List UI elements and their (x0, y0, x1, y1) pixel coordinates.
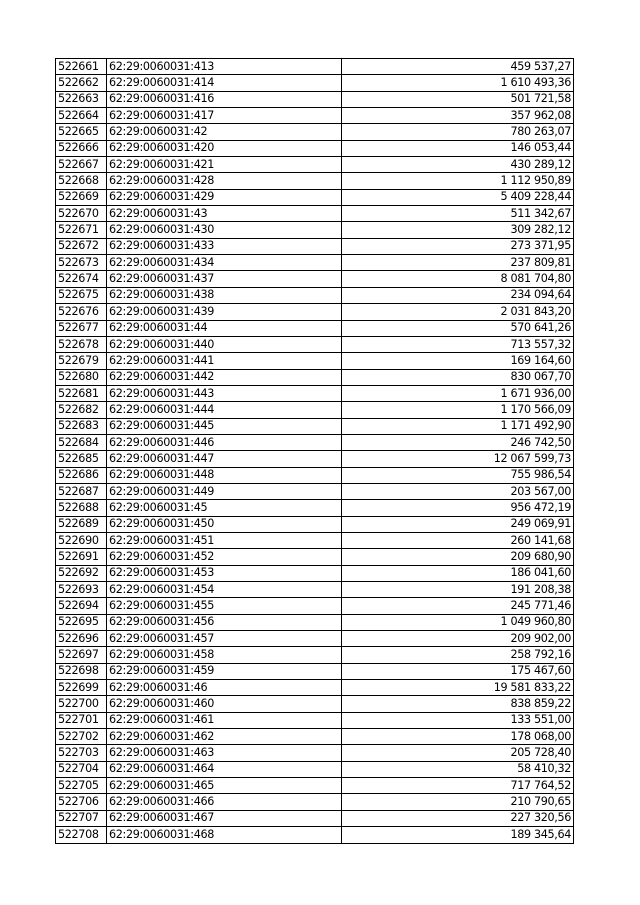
cadastral-number-cell: 62:29:0060031:439 (107, 304, 342, 320)
cadastral-number-cell: 62:29:0060031:44 (107, 320, 342, 336)
cadastral-number-cell: 62:29:0060031:453 (107, 565, 342, 581)
row-id-cell: 522672 (56, 238, 107, 254)
row-id-cell: 522661 (56, 59, 107, 75)
cadastral-value-cell: 1 671 936,00 (342, 385, 574, 401)
cadastral-value-cell: 146 053,44 (342, 140, 574, 156)
cadastral-value-cell: 717 764,52 (342, 778, 574, 794)
cadastral-value-cell: 210 790,65 (342, 794, 574, 810)
row-id-cell: 522677 (56, 320, 107, 336)
table-row (56, 385, 574, 401)
cadastral-value-table (55, 58, 574, 844)
row-id-cell: 522689 (56, 516, 107, 532)
cadastral-value-cell: 1 112 950,89 (342, 173, 574, 189)
cadastral-value-cell: 205 728,40 (342, 745, 574, 761)
cadastral-value-cell: 8 081 704,80 (342, 271, 574, 287)
row-id-cell: 522662 (56, 75, 107, 91)
cadastral-number-cell: 62:29:0060031:446 (107, 434, 342, 450)
table-row (56, 647, 574, 663)
table-row (56, 614, 574, 630)
cadastral-value-cell: 511 342,67 (342, 206, 574, 222)
row-id-cell: 522667 (56, 157, 107, 173)
document-page (55, 58, 574, 844)
table-body (56, 59, 574, 844)
row-id-cell: 522678 (56, 336, 107, 352)
table-row (56, 189, 574, 205)
row-id-cell: 522681 (56, 385, 107, 401)
table-row (56, 238, 574, 254)
cadastral-number-cell: 62:29:0060031:420 (107, 140, 342, 156)
row-id-cell: 522673 (56, 255, 107, 271)
table-row (56, 255, 574, 271)
cadastral-number-cell: 62:29:0060031:457 (107, 631, 342, 647)
cadastral-number-cell: 62:29:0060031:417 (107, 108, 342, 124)
cadastral-value-cell: 258 792,16 (342, 647, 574, 663)
cadastral-number-cell: 62:29:0060031:464 (107, 761, 342, 777)
table-row (56, 369, 574, 385)
row-id-cell: 522683 (56, 418, 107, 434)
table-row (56, 336, 574, 352)
table-row (56, 598, 574, 614)
cadastral-number-cell: 62:29:0060031:45 (107, 500, 342, 516)
row-id-cell: 522693 (56, 582, 107, 598)
cadastral-number-cell: 62:29:0060031:450 (107, 516, 342, 532)
table-row (56, 75, 574, 91)
table-row (56, 516, 574, 532)
cadastral-value-cell: 1 171 492,90 (342, 418, 574, 434)
table-row (56, 124, 574, 140)
row-id-cell: 522706 (56, 794, 107, 810)
cadastral-value-cell: 2 031 843,20 (342, 304, 574, 320)
table-row (56, 532, 574, 548)
table-row (56, 287, 574, 303)
cadastral-value-cell: 191 208,38 (342, 582, 574, 598)
table-row (56, 222, 574, 238)
table-row (56, 810, 574, 826)
cadastral-number-cell: 62:29:0060031:461 (107, 712, 342, 728)
cadastral-number-cell: 62:29:0060031:413 (107, 59, 342, 75)
row-id-cell: 522702 (56, 729, 107, 745)
cadastral-value-cell: 273 371,95 (342, 238, 574, 254)
table-row (56, 173, 574, 189)
row-id-cell: 522700 (56, 696, 107, 712)
row-id-cell: 522697 (56, 647, 107, 663)
cadastral-value-cell: 1 170 566,09 (342, 402, 574, 418)
table-row (56, 549, 574, 565)
table-row (56, 483, 574, 499)
cadastral-number-cell: 62:29:0060031:465 (107, 778, 342, 794)
row-id-cell: 522691 (56, 549, 107, 565)
cadastral-number-cell: 62:29:0060031:458 (107, 647, 342, 663)
cadastral-value-cell: 58 410,32 (342, 761, 574, 777)
cadastral-number-cell: 62:29:0060031:448 (107, 467, 342, 483)
cadastral-value-cell: 249 069,91 (342, 516, 574, 532)
cadastral-value-cell: 209 902,00 (342, 631, 574, 647)
table-row (56, 91, 574, 107)
cadastral-number-cell: 62:29:0060031:428 (107, 173, 342, 189)
row-id-cell: 522669 (56, 189, 107, 205)
cadastral-value-cell: 713 557,32 (342, 336, 574, 352)
table-row (56, 271, 574, 287)
row-id-cell: 522664 (56, 108, 107, 124)
cadastral-value-cell: 1 610 493,36 (342, 75, 574, 91)
cadastral-number-cell: 62:29:0060031:443 (107, 385, 342, 401)
cadastral-value-cell: 570 641,26 (342, 320, 574, 336)
row-id-cell: 522676 (56, 304, 107, 320)
cadastral-number-cell: 62:29:0060031:451 (107, 532, 342, 548)
cadastral-value-cell: 780 263,07 (342, 124, 574, 140)
cadastral-number-cell: 62:29:0060031:421 (107, 157, 342, 173)
table-row (56, 794, 574, 810)
table-row (56, 320, 574, 336)
cadastral-number-cell: 62:29:0060031:447 (107, 451, 342, 467)
row-id-cell: 522694 (56, 598, 107, 614)
row-id-cell: 522705 (56, 778, 107, 794)
row-id-cell: 522687 (56, 483, 107, 499)
cadastral-number-cell: 62:29:0060031:449 (107, 483, 342, 499)
row-id-cell: 522688 (56, 500, 107, 516)
cadastral-value-cell: 209 680,90 (342, 549, 574, 565)
cadastral-value-cell: 175 467,60 (342, 663, 574, 679)
row-id-cell: 522692 (56, 565, 107, 581)
cadastral-number-cell: 62:29:0060031:460 (107, 696, 342, 712)
cadastral-number-cell: 62:29:0060031:466 (107, 794, 342, 810)
cadastral-number-cell: 62:29:0060031:430 (107, 222, 342, 238)
table-row (56, 565, 574, 581)
table-row (56, 467, 574, 483)
cadastral-value-cell: 838 859,22 (342, 696, 574, 712)
cadastral-number-cell: 62:29:0060031:429 (107, 189, 342, 205)
cadastral-number-cell: 62:29:0060031:437 (107, 271, 342, 287)
cadastral-number-cell: 62:29:0060031:442 (107, 369, 342, 385)
row-id-cell: 522699 (56, 680, 107, 696)
cadastral-value-cell: 178 068,00 (342, 729, 574, 745)
table-row (56, 729, 574, 745)
table-row (56, 680, 574, 696)
cadastral-value-cell: 237 809,81 (342, 255, 574, 271)
cadastral-number-cell: 62:29:0060031:456 (107, 614, 342, 630)
cadastral-value-cell: 234 094,64 (342, 287, 574, 303)
row-id-cell: 522707 (56, 810, 107, 826)
row-id-cell: 522674 (56, 271, 107, 287)
table-row (56, 631, 574, 647)
table-row (56, 500, 574, 516)
cadastral-number-cell: 62:29:0060031:414 (107, 75, 342, 91)
cadastral-value-cell: 260 141,68 (342, 532, 574, 548)
cadastral-value-cell: 169 164,60 (342, 353, 574, 369)
cadastral-value-cell: 246 742,50 (342, 434, 574, 450)
table-row (56, 451, 574, 467)
table-row (56, 778, 574, 794)
cadastral-number-cell: 62:29:0060031:455 (107, 598, 342, 614)
cadastral-number-cell: 62:29:0060031:43 (107, 206, 342, 222)
row-id-cell: 522695 (56, 614, 107, 630)
row-id-cell: 522663 (56, 91, 107, 107)
cadastral-number-cell: 62:29:0060031:445 (107, 418, 342, 434)
cadastral-value-cell: 309 282,12 (342, 222, 574, 238)
cadastral-value-cell: 245 771,46 (342, 598, 574, 614)
cadastral-value-cell: 189 345,64 (342, 827, 574, 843)
cadastral-value-cell: 133 551,00 (342, 712, 574, 728)
table-row (56, 663, 574, 679)
table-row (56, 434, 574, 450)
row-id-cell: 522682 (56, 402, 107, 418)
cadastral-value-cell: 956 472,19 (342, 500, 574, 516)
cadastral-number-cell: 62:29:0060031:467 (107, 810, 342, 826)
cadastral-value-cell: 186 041,60 (342, 565, 574, 581)
cadastral-value-cell: 430 289,12 (342, 157, 574, 173)
table-row (56, 157, 574, 173)
cadastral-number-cell: 62:29:0060031:454 (107, 582, 342, 598)
row-id-cell: 522690 (56, 532, 107, 548)
table-row (56, 140, 574, 156)
row-id-cell: 522671 (56, 222, 107, 238)
cadastral-value-cell: 19 581 833,22 (342, 680, 574, 696)
cadastral-number-cell: 62:29:0060031:468 (107, 827, 342, 843)
table-row (56, 696, 574, 712)
table-row (56, 582, 574, 598)
row-id-cell: 522701 (56, 712, 107, 728)
table-row (56, 827, 574, 843)
row-id-cell: 522665 (56, 124, 107, 140)
table-row (56, 353, 574, 369)
cadastral-number-cell: 62:29:0060031:462 (107, 729, 342, 745)
cadastral-value-cell: 203 567,00 (342, 483, 574, 499)
table-row (56, 206, 574, 222)
cadastral-number-cell: 62:29:0060031:46 (107, 680, 342, 696)
row-id-cell: 522703 (56, 745, 107, 761)
row-id-cell: 522680 (56, 369, 107, 385)
cadastral-number-cell: 62:29:0060031:42 (107, 124, 342, 140)
table-row (56, 745, 574, 761)
row-id-cell: 522704 (56, 761, 107, 777)
row-id-cell: 522696 (56, 631, 107, 647)
cadastral-number-cell: 62:29:0060031:433 (107, 238, 342, 254)
row-id-cell: 522708 (56, 827, 107, 843)
table-row (56, 59, 574, 75)
cadastral-number-cell: 62:29:0060031:444 (107, 402, 342, 418)
cadastral-value-cell: 5 409 228,44 (342, 189, 574, 205)
table-row (56, 418, 574, 434)
cadastral-value-cell: 227 320,56 (342, 810, 574, 826)
cadastral-number-cell: 62:29:0060031:441 (107, 353, 342, 369)
cadastral-value-cell: 755 986,54 (342, 467, 574, 483)
cadastral-value-cell: 12 067 599,73 (342, 451, 574, 467)
cadastral-number-cell: 62:29:0060031:452 (107, 549, 342, 565)
cadastral-number-cell: 62:29:0060031:438 (107, 287, 342, 303)
row-id-cell: 522684 (56, 434, 107, 450)
row-id-cell: 522698 (56, 663, 107, 679)
row-id-cell: 522675 (56, 287, 107, 303)
table-row (56, 108, 574, 124)
cadastral-value-cell: 357 962,08 (342, 108, 574, 124)
cadastral-value-cell: 459 537,27 (342, 59, 574, 75)
row-id-cell: 522668 (56, 173, 107, 189)
row-id-cell: 522685 (56, 451, 107, 467)
cadastral-number-cell: 62:29:0060031:463 (107, 745, 342, 761)
cadastral-number-cell: 62:29:0060031:434 (107, 255, 342, 271)
cadastral-number-cell: 62:29:0060031:416 (107, 91, 342, 107)
row-id-cell: 522670 (56, 206, 107, 222)
cadastral-value-cell: 1 049 960,80 (342, 614, 574, 630)
table-row (56, 304, 574, 320)
table-row (56, 761, 574, 777)
cadastral-value-cell: 830 067,70 (342, 369, 574, 385)
cadastral-number-cell: 62:29:0060031:440 (107, 336, 342, 352)
cadastral-number-cell: 62:29:0060031:459 (107, 663, 342, 679)
table-row (56, 712, 574, 728)
row-id-cell: 522666 (56, 140, 107, 156)
row-id-cell: 522679 (56, 353, 107, 369)
row-id-cell: 522686 (56, 467, 107, 483)
table-row (56, 402, 574, 418)
cadastral-value-cell: 501 721,58 (342, 91, 574, 107)
